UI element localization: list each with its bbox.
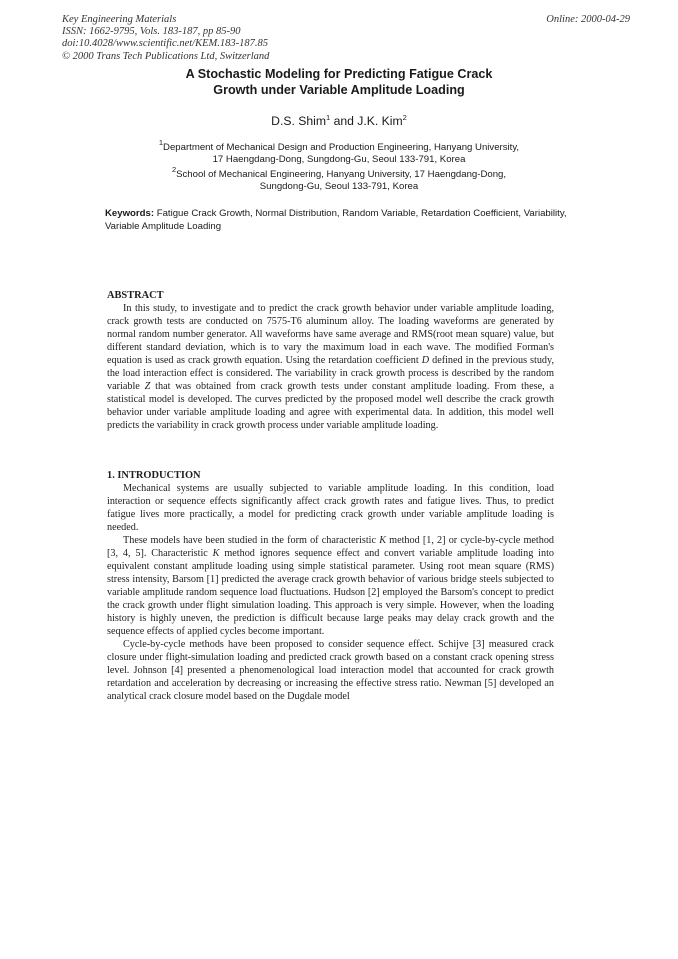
intro-paragraph-1: Mechanical systems are usually subjected to variable amplitude loading. In this condition, load interaction or sequence effects significantly affect crack growth rates and fatigue lives. Thus, to predict fatigue lives more practically, a model for predicting crack growth under variable amplitude loading is needed. [107, 483, 554, 533]
variable-z: Z [144, 381, 151, 392]
abstract-paragraph: In this study, to investigate and to predict the crack growth behavior under variable amplitude loading, crack growth tests are conducted on 7575-T6 aluminum alloy. The loading waveforms are generated by normal random number generator. All waveforms have same average and RMS(root mean square) value, but different standard deviation, which is to vary the maximum load in each wave. The modified Forman's equation is used as crack growth equation. Using the retardation coefficient D defined in the previous study, the load interaction effect is considered. The variability in crack growth process is described by the random variable Z that was obtained from crack growth tests under constant amplitude loading. From these, a statistical model is developed. The curves predicted by the proposed model well describe the crack growth behavior under variable amplitude loading and agree with experimental data. In addition, this model well predicts the variability in crack growth process under variable amplitude loading. [107, 303, 555, 431]
author-2-affil-mark: 2 [402, 113, 407, 122]
keywords [105, 208, 571, 233]
abstract-section [107, 289, 554, 432]
author-1-affil-mark: 1 [326, 113, 331, 122]
variable-k: K [212, 548, 220, 559]
affiliation-2-line-1: School of Mechanical Engineering, Hanyang University, 17 Haengdang-Dong, [176, 169, 507, 180]
online-date: Online: 2000-04-29 [546, 14, 630, 25]
keywords-label: Keywords: [105, 208, 155, 219]
affiliation-1 [60, 137, 618, 166]
introduction-heading: 1. INTRODUCTION [107, 470, 201, 481]
journal-name: Key Engineering Materials [62, 14, 177, 25]
author-2: and J.K. Kim [333, 114, 403, 128]
copyright-line: © 2000 Trans Tech Publications Ltd, Switzerland [62, 50, 270, 62]
doi-link[interactable]: doi:10.4028/www.scientific.net/KEM.183-187.85 [62, 38, 268, 50]
author-list [60, 113, 618, 128]
affiliation-2-mark: 2 [171, 165, 177, 174]
affiliation-2 [60, 164, 618, 193]
title-line-1: A Stochastic Modeling for Predicting Fatigue Crack [185, 67, 493, 81]
paper-title [60, 67, 618, 98]
intro-paragraph-3: Cycle-by-cycle methods have been proposed to consider sequence effect. Schijve [3] measured crack closure under flight-simulation loading and predicted crack growth based on a constant crack opening stress level. Johnson [4] presented a phenomenological load interaction model that accounted for crack growth retardation and acceleration by decreasing or increasing the effective stress ratio. Newman [5] developed an analytical crack closure model based on the Dugdale model [107, 639, 554, 702]
keywords-text: Fatigue Crack Growth, Normal Distribution, Random Variable, Retardation Coefficient, Variability, Variable Amplitude Loading [105, 208, 567, 232]
introduction-section [107, 469, 554, 703]
issn-line: ISSN: 1662-9795, Vols. 183-187, pp 85-90 [62, 26, 241, 38]
author-1: D.S. Shim [271, 114, 327, 128]
variable-d: D [421, 355, 430, 366]
affiliation-1-mark: 1 [158, 138, 164, 147]
affiliation-1-line-1: Department of Mechanical Design and Production Engineering, Hanyang University, [163, 142, 520, 153]
affiliation-2-line-2: Sungdong-Gu, Seoul 133-791, Korea [259, 180, 419, 192]
variable-k: K [379, 535, 386, 546]
affiliation-1-line-2: 17 Haengdang-Dong, Sungdong-Gu, Seoul 133-791, Korea [212, 153, 466, 165]
intro-paragraph-2: These models have been studied in the form of characteristic K method [1, 2] or cycle-by-cycle method [3, 4, 5]. Characteristic K method ignores sequence effect and convert variable amplitude loading into equivalent constant amplitude loading using simple statistical parameter. Using root mean square (RMS) stress intensity, Barsom [1] predicted the average crack growth behavior of various bridge steels subjected to variable amplitude random sequence load fluctuations. Hudson [2] employed the Barsom's concept to predict the crack growth under flight simulation loading. This approach is very simple. However, when the loading history is highly uneven, the prediction is difficult because large peaks may delay crack growth and the sequence effects of applied cycles become important. [107, 535, 555, 637]
title-line-2: Growth under Variable Amplitude Loading [213, 82, 465, 97]
abstract-heading: ABSTRACT [107, 290, 164, 301]
publication-info [62, 14, 269, 63]
